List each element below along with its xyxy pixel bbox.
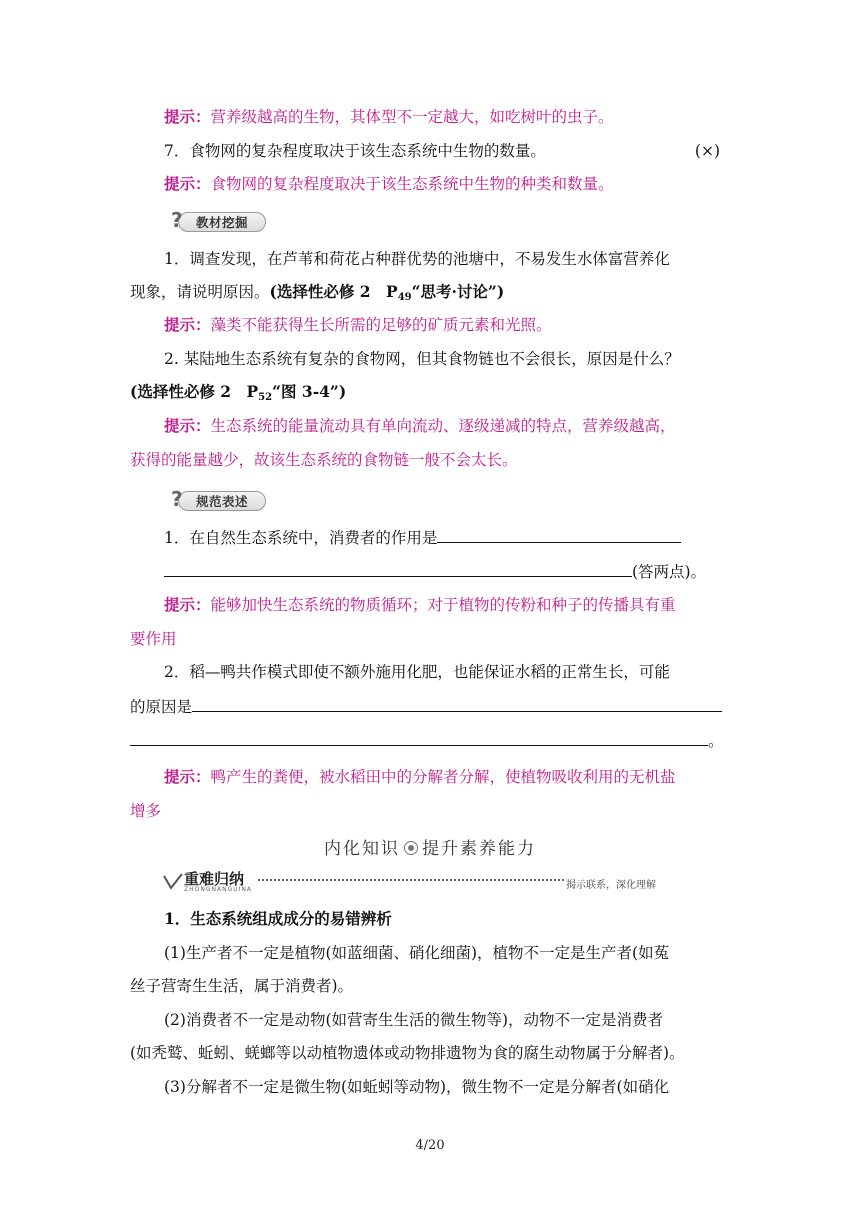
hint-text: 能够加快生态系统的物质循环；对于植物的传粉和种子的传播具有重 (210, 596, 676, 614)
line-hint-1 (164, 106, 732, 128)
fill-1a: 1．在自然生态系统中，消费者的作用是 (164, 526, 732, 549)
target-icon (404, 841, 418, 855)
hint-text: 营养级越高的生物，其体型不一定越大，如吃树叶的虫子。 (210, 108, 614, 126)
hint-label: 提示： (164, 595, 211, 614)
hint-text: 鸭产生的粪便，被水稻田中的分解者分解，使植物吸收利用的无机盐 (210, 768, 676, 786)
answer-mark: (×) (694, 142, 720, 160)
checkmark-icon (162, 872, 184, 892)
question-1b (130, 281, 732, 309)
answer-fill-1b: 要作用 (130, 630, 177, 648)
answer-2a (164, 415, 732, 437)
fill-2b: 的原因是 (130, 695, 732, 718)
fill-1b: (答两点)。 (164, 560, 732, 583)
zhong-title: 重难归纳 (184, 870, 245, 888)
point-2a: (2)消费者不一定是动物(如营寄生生活的微生物等)，动物不一定是消费者 (164, 1011, 664, 1029)
svg-text:?: ? (171, 208, 183, 232)
point-1a: (1)生产者不一定是植物(如蓝细菌、硝化细菌)，植物不一定是生产者(如菟 (164, 944, 670, 962)
zhong-pinyin: ZHONGNANGUINA (184, 886, 252, 893)
answer-fill-2a (164, 766, 732, 788)
subheading-1: 1．生态系统组成成分的易错辨析 (164, 909, 392, 928)
zhong-subtitle: 揭示联系，深化理解 (566, 880, 656, 891)
hint-label: 提示： (164, 416, 211, 435)
page-number: 4/20 (415, 1138, 445, 1153)
point-2b: (如秃鹫、蚯蚓、蜣螂等以动植物遗体或动物排遗物为食的腐生动物属于分解者)。 (130, 1044, 685, 1062)
zhong-header (162, 866, 656, 894)
hint-text: 生态系统的能量流动具有单向流动、逐级递减的特点，营养级越高， (210, 417, 676, 435)
answer-2b: 获得的能量越少，故该生态系统的食物链一般不会太长。 (130, 451, 518, 469)
answer-blank[interactable] (130, 729, 708, 746)
question-2a: 2. 某陆地生态系统有复杂的食物网，但其食物链也不会很长，原因是什么？ (164, 350, 680, 368)
badge-expression (168, 487, 264, 511)
reference: (选择性必修 2 $P_{49}“$思考·讨论”) (269, 282, 505, 303)
badge-label: 规范表述 (196, 494, 249, 509)
question-icon (168, 208, 190, 232)
statement-text: 7．食物网的复杂程度取决于该生态系统中生物的数量。 (164, 142, 546, 160)
line-hint-2 (164, 173, 732, 195)
answer-fill-1a (164, 594, 732, 616)
badge-label: 教材挖掘 (196, 215, 249, 230)
answer-blank[interactable] (164, 560, 632, 577)
fill-2a: 2．稻—鸭共作模式即使不额外施用化肥，也能保证水稻的正常生长，可能 (164, 663, 670, 681)
hint-text: 食物网的复杂程度取决于该生态系统中生物的种类和数量。 (210, 175, 614, 193)
point-1b: 丝子营寄生生活，属于消费者)。 (130, 977, 354, 995)
answer-blank[interactable] (437, 526, 681, 543)
hint-label: 提示： (164, 107, 211, 126)
svg-text:?: ? (171, 487, 183, 511)
answer-blank[interactable] (192, 695, 722, 712)
section-title: 内化知识 提升素养能力 (324, 839, 536, 859)
answer-1 (164, 314, 732, 336)
fill-2c: 。 (130, 729, 732, 752)
point-3a: (3)分解者不一定是微生物(如蚯蚓等动物)，微生物不一定是分解者(如硝化 (164, 1078, 670, 1096)
answer-fill-2b: 增多 (130, 802, 162, 820)
statement-7 (164, 140, 732, 162)
question-text: 现象，请说明原因。 (130, 283, 270, 301)
hint-label: 提示： (164, 174, 211, 193)
hint-label: 提示： (164, 315, 211, 334)
question-2b: (选择性必修 2 $P_{52}“$图 3-4”) (130, 382, 347, 403)
question-icon (168, 487, 190, 511)
hint-label: 提示： (164, 767, 211, 786)
badge-textbook (168, 208, 264, 232)
hint-text: 藻类不能获得生长所需的足够的矿质元素和光照。 (210, 316, 552, 334)
question-1a: 1．调查发现，在芦苇和荷花占种群优势的池塘中，不易发生水体富营养化 (164, 250, 670, 268)
